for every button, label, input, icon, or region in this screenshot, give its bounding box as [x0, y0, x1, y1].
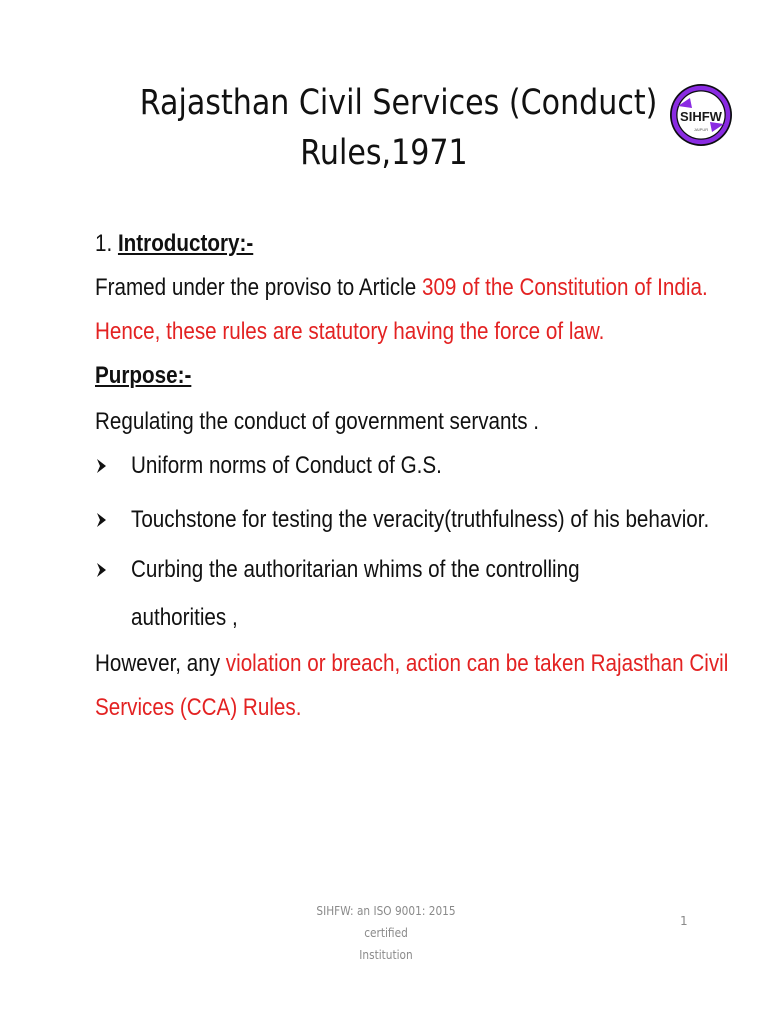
- intro-heading: Introductory:-: [117, 230, 254, 257]
- sihfw-logo: [668, 68, 734, 166]
- arrow-bullet-icon: [95, 548, 109, 592]
- logo-subtext: JAIPUR: [693, 127, 709, 132]
- title-line-2: Rules,1971: [300, 133, 468, 173]
- bullet-text: Uniform norms of Conduct of G.S.: [131, 452, 442, 479]
- however-line-1: [95, 642, 768, 686]
- regulating-line: [95, 400, 611, 444]
- intro-line: [95, 222, 279, 266]
- arrow-bullet-icon: [95, 498, 109, 542]
- title-line-1: Rajasthan Civil Services (Conduct): [139, 83, 658, 123]
- page-number: 1: [680, 914, 688, 928]
- bullet-text: Touchstone for testing the veracity(truthfulness) of his behavior.: [131, 506, 710, 533]
- framed-line-2: [95, 310, 687, 354]
- bullet-text: Curbing the authoritarian whims of the controlling: [131, 556, 580, 583]
- framed-red-statutory: Hence, these rules are statutory having the force of law.: [95, 318, 605, 345]
- bullet-item: [95, 548, 715, 592]
- footer-line-2: Institution: [359, 948, 413, 962]
- bullet-text-continued: authorities ,: [131, 604, 238, 631]
- however-prefix: However, any: [95, 650, 226, 677]
- framed-red-article: 309 of the Constitution of India.: [421, 274, 708, 301]
- framed-line-1: [95, 266, 768, 310]
- however-red-text: violation or breach, action can be taken Rajasthan Civil: [225, 650, 729, 677]
- regulating-text: Regulating the conduct of government servants .: [95, 408, 540, 435]
- bullet-item: [95, 444, 715, 488]
- purpose-heading: Purpose:-: [95, 362, 192, 389]
- footer-line-1: SIHFW: an ISO 9001: 2015 certified: [316, 904, 456, 940]
- bullet-item: [95, 498, 715, 542]
- slide-title: [139, 78, 658, 178]
- framed-prefix: Framed under the proviso to Article: [95, 274, 422, 301]
- arrow-bullet-icon: [95, 444, 109, 488]
- footer-certification: [300, 900, 472, 966]
- bullet-continuation: [95, 596, 715, 640]
- intro-number: 1.: [95, 230, 113, 257]
- purpose-line: [95, 354, 207, 398]
- however-line-2: [95, 686, 335, 730]
- however-red-rules: Services (CCA) Rules.: [95, 694, 302, 721]
- logo-text: SIHFW: [680, 109, 722, 124]
